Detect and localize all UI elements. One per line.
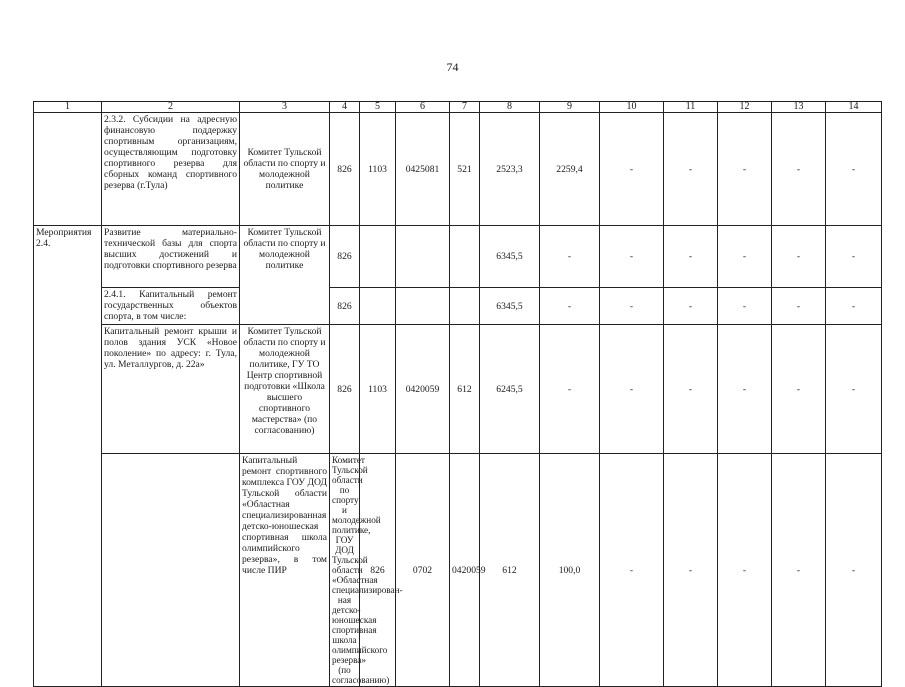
cell-value-10: -: [664, 454, 718, 687]
cell-value-9: -: [600, 454, 664, 687]
cell-value-10: -: [600, 113, 664, 226]
cell-value-11: -: [664, 113, 718, 226]
cell-value-14: -: [826, 113, 882, 226]
responsible-dept: Комитет Тульской области по спорту и молодежной политике, ГУ ТО Центр спортивной подготовки «Школа высшего спортивного мастерства» (по согласованию): [240, 325, 330, 454]
cell-value-14: -: [826, 226, 882, 288]
cell-vr: [450, 226, 480, 288]
header-cell: 8: [480, 102, 540, 113]
header-cell: 13: [772, 102, 826, 113]
cell-value-11: -: [718, 454, 772, 687]
table-row: [34, 113, 882, 226]
cell-value-13: -: [772, 288, 826, 325]
cell-value-10: -: [600, 325, 664, 454]
cell-rzpr: 1103: [360, 113, 396, 226]
responsible-dept: Комитет Тульской области по спорту и молодежной политике: [240, 113, 330, 226]
cell-csr: 0420059: [396, 325, 450, 454]
cell-value-11: -: [664, 226, 718, 288]
cell-grbs: 826: [330, 113, 360, 226]
table-row: [34, 454, 882, 687]
table-row: [34, 226, 882, 288]
header-row: [34, 102, 882, 113]
cell-value-12: -: [772, 454, 826, 687]
table-row: [34, 325, 882, 454]
responsible-dept: Комитет Тульской области по спорту и молодежной политике: [240, 226, 330, 325]
cell-grbs: 826: [360, 454, 396, 687]
header-cell: 10: [600, 102, 664, 113]
item-name: Капитальный ремонт спортивного комплекса ГОУ ДОД Тульской области «Областная специализированная детско-юношеская спортивная школа олимпийского резерва», в том числе ПИР: [240, 454, 330, 687]
cell-value-8: 6245,5: [480, 325, 540, 454]
group-label: Мероприятия 2.4.: [34, 226, 102, 687]
cell-grbs: 826: [330, 325, 360, 454]
cell-value-13: -: [772, 113, 826, 226]
cell-grbs: 826: [330, 226, 360, 288]
header-cell: 2: [102, 102, 240, 113]
cell-csr: [396, 226, 450, 288]
cell-value-10: -: [600, 288, 664, 325]
cell-value-12: -: [718, 325, 772, 454]
cell-value-13: -: [826, 454, 882, 687]
cell-value-10: -: [600, 226, 664, 288]
cell-value-8: 100,0: [540, 454, 600, 687]
header-cell: 7: [450, 102, 480, 113]
cell-value-9: 2259,4: [540, 113, 600, 226]
page-number: 74: [446, 60, 459, 74]
cell-csr: 0425081: [396, 113, 450, 226]
item-name: 2.3.2. Субсидии на адресную финансовую поддержку спортивным организациям, осуществляющим подготовку спортивного резерва для сборных команд спортивного резерва (г.Тула): [102, 113, 240, 226]
cell-rzpr: [360, 226, 396, 288]
header-cell: 12: [718, 102, 772, 113]
header-cell: 6: [396, 102, 450, 113]
cell-value-11: -: [664, 288, 718, 325]
cell-csr: [396, 288, 450, 325]
cell-grbs: 826: [330, 288, 360, 325]
header-cell: 4: [330, 102, 360, 113]
budget-table: [33, 101, 882, 687]
cell-csr: 0420059: [450, 454, 480, 687]
cell-value-9: -: [540, 325, 600, 454]
cell-value-13: -: [772, 226, 826, 288]
header-cell: 3: [240, 102, 330, 113]
cell-value-11: -: [664, 325, 718, 454]
cell-vr: 521: [450, 113, 480, 226]
header-cell: 9: [540, 102, 600, 113]
cell-value-8: 6345,5: [480, 226, 540, 288]
cell-vr: 612: [450, 325, 480, 454]
responsible-dept: Комитет Тульской области по спорту и молодежной политике, ГОУ ДОД Тульской области «Областная специализирован-ная детско-юношеская спортивная школа олимпийского резерва» (по согласованию): [330, 454, 360, 687]
cell-value-12: -: [718, 226, 772, 288]
cell-value-9: -: [540, 226, 600, 288]
cell-rzpr: 1103: [360, 325, 396, 454]
cell-value-12: -: [718, 113, 772, 226]
header-cell: 11: [664, 102, 718, 113]
table-row: [34, 288, 882, 325]
cell-value-9: -: [540, 288, 600, 325]
header-cell: 1: [34, 102, 102, 113]
cell-value-13: -: [772, 325, 826, 454]
cell-rzpr: 0702: [396, 454, 450, 687]
header-cell: 5: [360, 102, 396, 113]
cell-value-12: -: [718, 288, 772, 325]
item-name: Развитие материально-технической базы для спорта высших достижений и подготовки спортивного резерва: [102, 226, 240, 288]
item-name: Капитальный ремонт крыши и полов здания УСК «Новое поколение» по адресу: г. Тула, ул. Металлургов, д. 22а»: [102, 325, 240, 454]
cell-value-8: 2523,3: [480, 113, 540, 226]
item-name: 2.4.1. Капитальный ремонт государственных объектов спорта, в том числе:: [102, 288, 240, 325]
group-label-cell: [34, 113, 102, 226]
cell-value-14: -: [826, 325, 882, 454]
cell-rzpr: [360, 288, 396, 325]
cell-vr: 612: [480, 454, 540, 687]
cell-vr: [450, 288, 480, 325]
cell-value-8: 6345,5: [480, 288, 540, 325]
group-label-cell: [102, 454, 240, 687]
cell-value-14: -: [826, 288, 882, 325]
header-cell: 14: [826, 102, 882, 113]
